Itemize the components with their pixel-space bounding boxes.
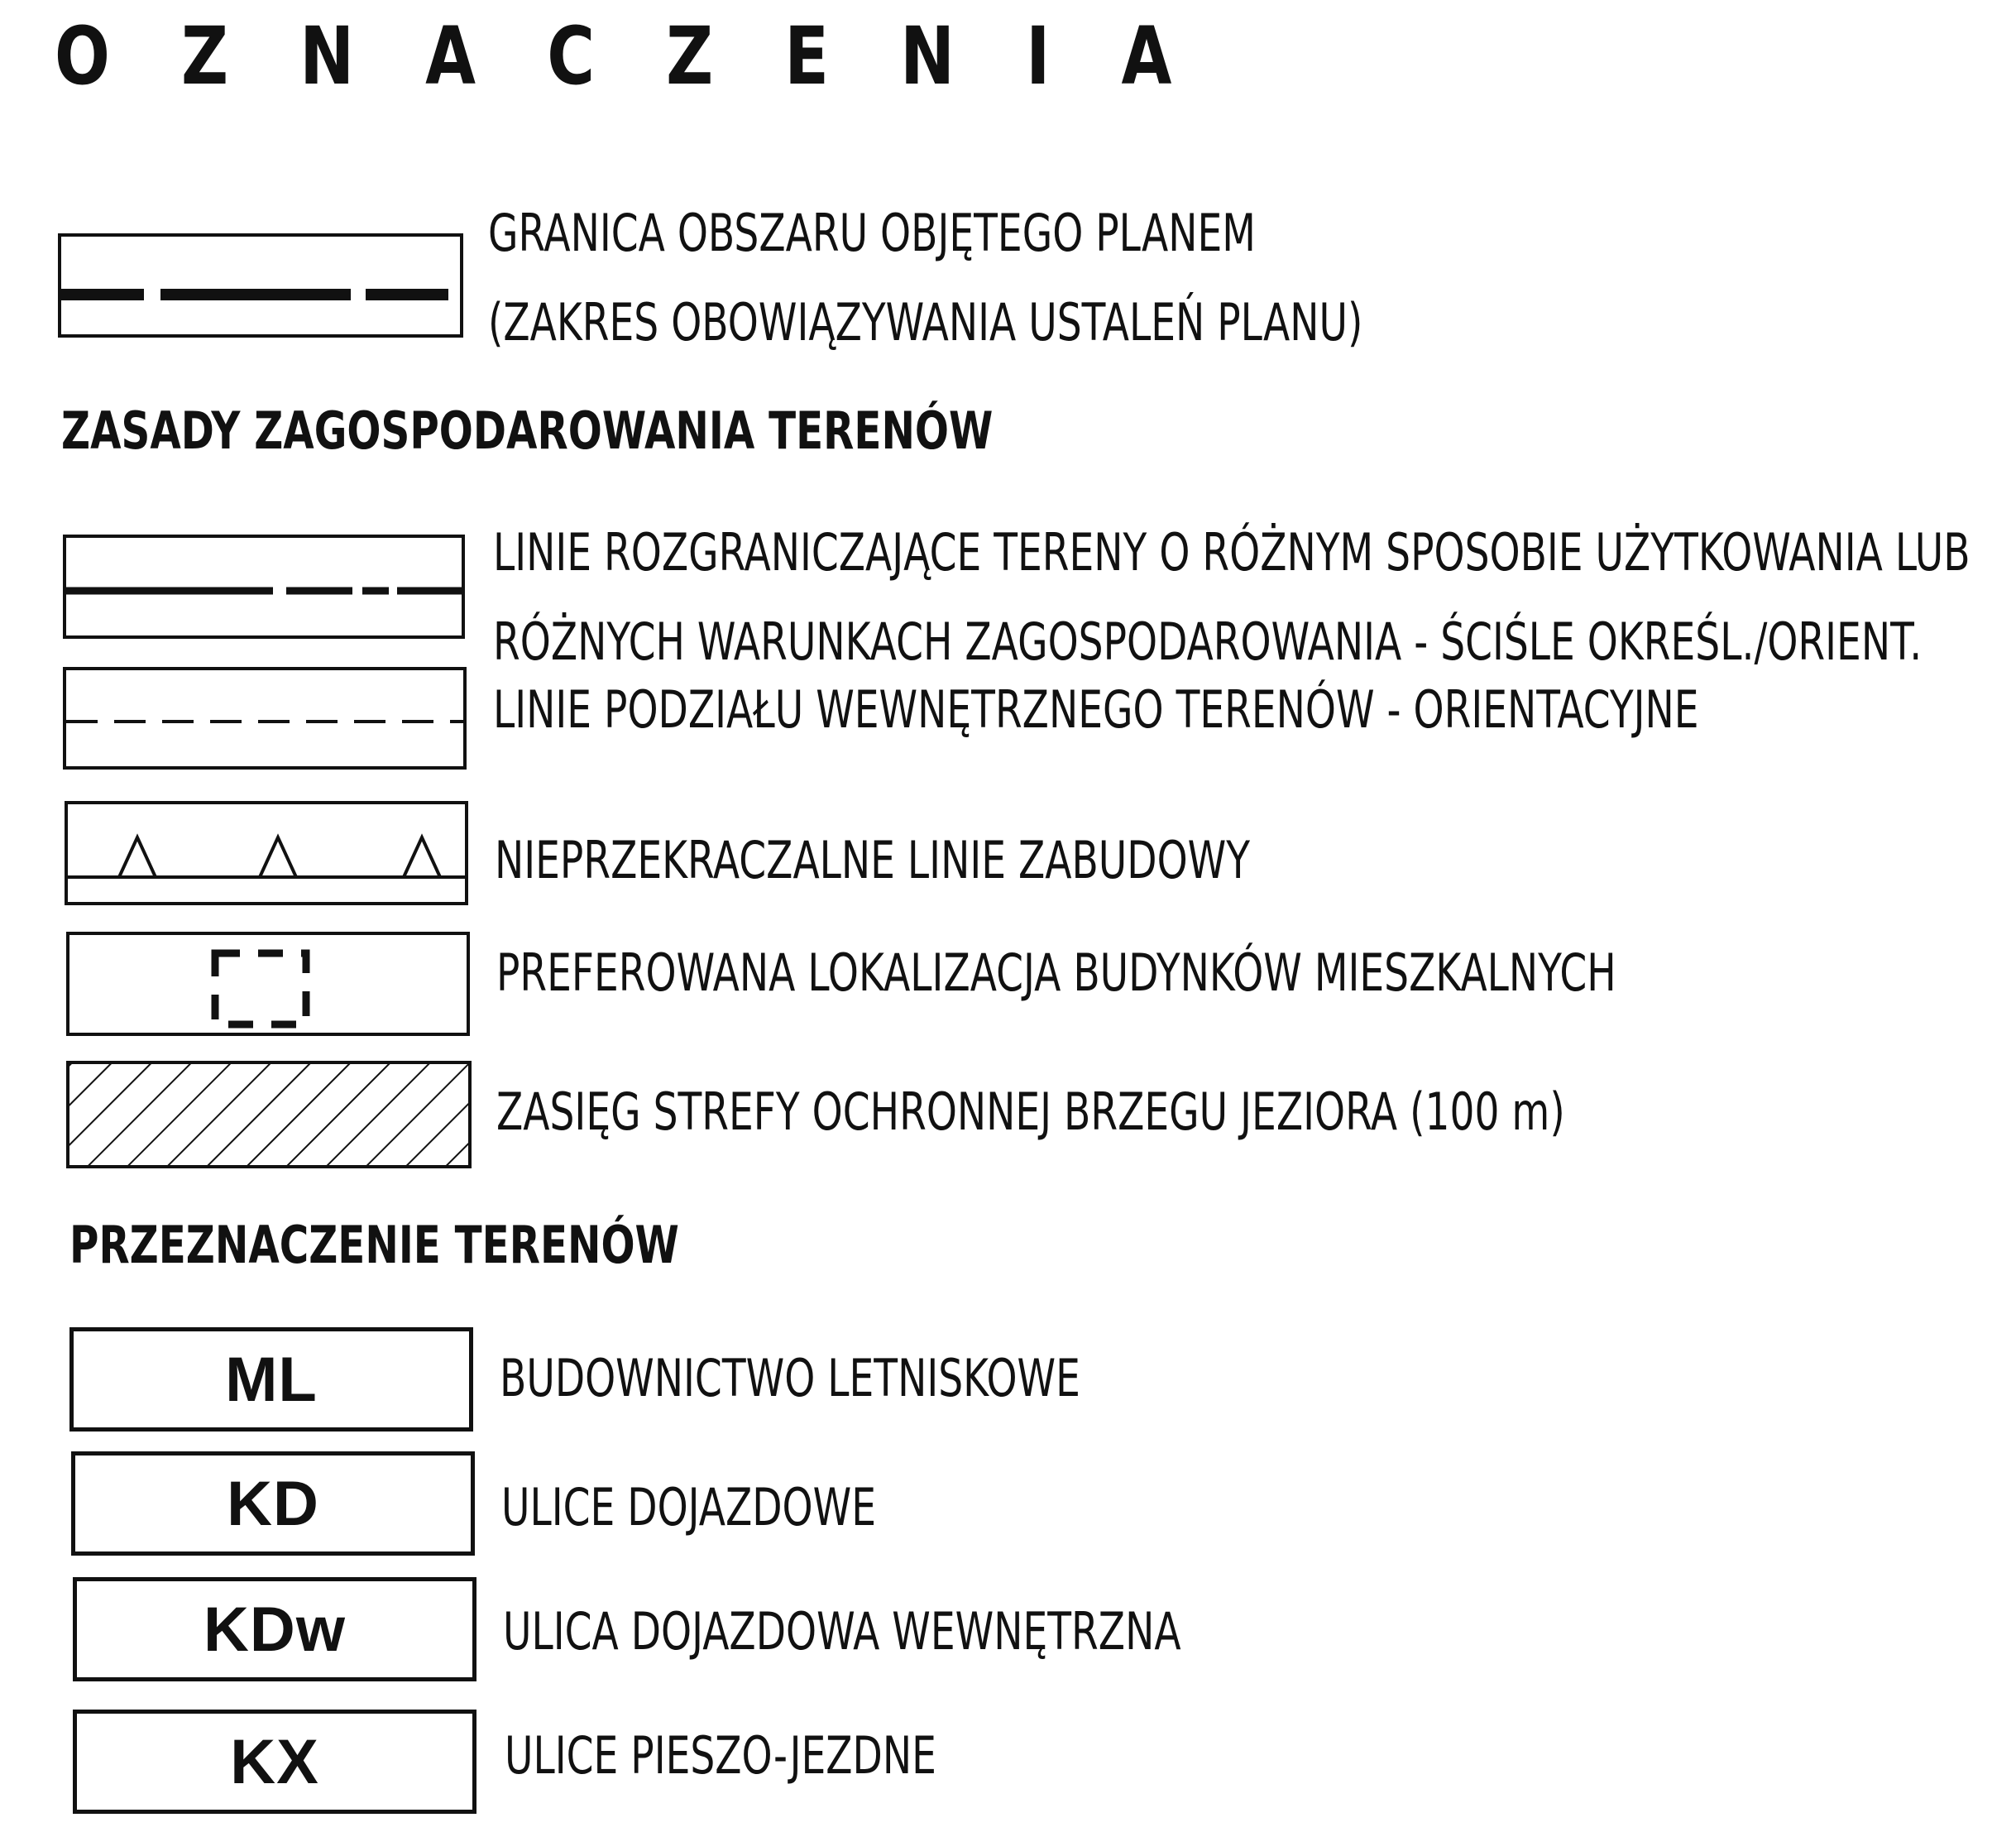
boundary-description-line-2: (ZAKRES OBOWIĄZYWANIA USTALEŃ PLANU) xyxy=(488,292,1363,352)
internal-division-line-description-line-1: LINIE PODZIAŁU WEWNĘTRZNEGO TERENÓW - ORIENTACYJNE xyxy=(493,679,1699,740)
land-use-code-kx: KX xyxy=(73,1710,476,1814)
building-location-description-line-1: PREFEROWANA LOKALIZACJA BUDYNKÓW MIESZKALNYCH xyxy=(496,942,1616,1003)
protection-zone-symbol xyxy=(66,1061,472,1168)
land-use-label-kx: ULICE PIESZO-JEZDNE xyxy=(505,1725,936,1786)
boundary-description xyxy=(488,189,1362,367)
boundary-line-symbol xyxy=(58,233,463,338)
land-use-label-kdw: ULICA DOJAZDOWA WEWNĘTRZNA xyxy=(503,1601,1181,1662)
thin-dashed-division-line-icon xyxy=(66,670,463,766)
diagonal-hatch-protection-zone-icon xyxy=(69,1064,468,1165)
building-line-symbol xyxy=(65,801,468,905)
land-use-label-kd: ULICE DOJAZDOWE xyxy=(501,1477,876,1537)
building-line-description-line-1: NIEPRZEKRACZALNE LINIE ZABUDOWY xyxy=(495,830,1251,890)
thick-dashed-boundary-line-icon xyxy=(61,237,460,334)
building-location-symbol xyxy=(66,932,470,1036)
legend-title: OZNACZENIA xyxy=(55,10,1243,103)
triangle-building-line-icon xyxy=(68,804,465,902)
internal-division-line-symbol xyxy=(63,667,467,770)
building-line-description xyxy=(495,816,1250,905)
protection-zone-description xyxy=(496,1067,1565,1157)
section-heading-przeznaczenie: PRZEZNACZENIE TERENÓW xyxy=(69,1215,679,1275)
protection-zone-description-line-1: ZASIĘG STREFY OCHRONNEJ BRZEGU JEZIORA (100 m) xyxy=(496,1081,1565,1142)
internal-division-line-description xyxy=(493,665,1699,755)
demarcation-line-symbol xyxy=(63,535,465,639)
land-use-code-kdw: KDw xyxy=(73,1577,476,1681)
dash-dot-demarcation-line-icon xyxy=(66,538,462,635)
land-use-label-ml: BUDOWNICTWO LETNISKOWE xyxy=(500,1348,1080,1408)
boundary-description-line-1: GRANICA OBSZARU OBJĘTEGO PLANEM xyxy=(488,203,1256,263)
section-heading-zasady: ZASADY ZAGOSPODAROWANIA TERENÓW xyxy=(61,400,994,461)
demarcation-line-description xyxy=(493,508,1971,687)
building-location-description xyxy=(496,928,1616,1018)
land-use-code-kd: KD xyxy=(71,1451,475,1556)
land-use-code-ml: ML xyxy=(69,1327,473,1432)
demarcation-line-description-line-2: RÓŻNYCH WARUNKACH ZAGOSPODAROWANIA - ŚCIŚLE OKREŚL./ORIENT. xyxy=(493,611,1923,672)
demarcation-line-description-line-1: LINIE ROZGRANICZAJĄCE TERENY O RÓŻNYM SPOSOBIE UŻYTKOWANIA LUB xyxy=(493,522,1971,583)
dashed-square-building-location-icon xyxy=(69,935,467,1033)
